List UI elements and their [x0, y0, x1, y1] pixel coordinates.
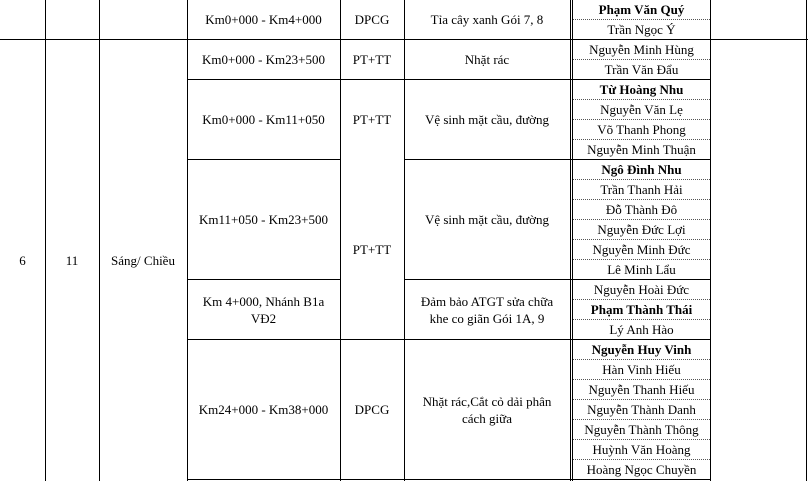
route-cell: Km11+050 - Km23+500 [198, 212, 328, 227]
task-cell: Tỉa cây xanh Gói 7, 8 [430, 12, 544, 27]
worker-name: Lý Anh Hào [609, 322, 674, 337]
unit-cell: DPCG [354, 402, 390, 417]
task-cell [404, 280, 570, 339]
worker-name: Nguyễn Huy Vinh [591, 342, 692, 357]
worker-name: Nguyễn Đức Lợi [597, 222, 686, 237]
worker-name: Nguyễn Minh Thuận [587, 142, 696, 157]
worker-name: Trần Văn Đẩu [604, 62, 679, 77]
worker-name: Huỳnh Văn Hoàng [592, 442, 691, 457]
worker-name: Đỗ Thành Đô [605, 202, 678, 217]
task-line: Nhặt rác,Cắt cỏ dải phân [422, 393, 552, 409]
worker-name: Hàn Vinh Hiếu [602, 362, 681, 377]
unit-cell: DPCG [354, 12, 390, 27]
route-cell [187, 280, 340, 339]
worker-name: Lê Minh Lẩu [607, 262, 676, 277]
worker-name: Nguyễn Hoài Đức [593, 282, 690, 297]
day-cell: 11 [65, 253, 79, 268]
worker-name: Phạm Thành Thái [590, 302, 693, 317]
unit-cell: PT+TT [352, 242, 392, 257]
worker-name: Nguyễn Văn Lẹ [600, 102, 683, 117]
route-cell: Km0+000 - Km23+500 [202, 52, 325, 67]
worker-name: Phạm Văn Quý [598, 2, 685, 17]
route-cell: Km0+000 - Km11+050 [202, 112, 325, 127]
task-cell: Vệ sinh mặt cầu, đường [424, 212, 550, 227]
stt-cell: 6 [19, 253, 26, 268]
worker-name: Trần Thanh Hải [600, 182, 683, 197]
worker-name: Võ Thanh Phong [597, 122, 686, 137]
worker-name: Ngô Đình Nhu [601, 162, 682, 177]
worker-name: Nguyễn Thành Thông [584, 422, 699, 437]
route-cell: Km24+000 - Km38+000 [198, 402, 329, 417]
task-cell: Vệ sinh mặt cầu, đường [424, 112, 550, 127]
route-cell: Km0+000 - Km4+000 [205, 12, 322, 27]
worker-name: Trần Ngọc Ý [607, 22, 676, 37]
shift-cell: Sáng/ Chiều [111, 253, 175, 268]
task-line: Đảm bảo ATGT sửa chữa [420, 293, 554, 309]
route-line: VĐ2 [250, 310, 277, 326]
route-line: Km 4+000, Nhánh B1a [202, 293, 325, 309]
task-cell [404, 340, 570, 479]
worker-name: Nguyễn Minh Hùng [589, 42, 694, 57]
task-line: cách giữa [462, 410, 512, 426]
worker-name: Hoàng Ngọc Chuyền [586, 462, 697, 477]
task-line: khe co giãn Gói 1A, 9 [429, 310, 545, 326]
worker-name: Nguyễn Thanh Hiếu [588, 382, 695, 397]
worker-name: Từ Hoàng Nhu [599, 82, 684, 97]
task-cell: Nhặt rác [464, 52, 510, 67]
worker-name: Nguyễn Minh Đức [592, 242, 691, 257]
unit-cell: PT+TT [352, 112, 392, 127]
worker-name: Nguyễn Thành Danh [587, 402, 696, 417]
unit-cell: PT+TT [352, 52, 392, 67]
